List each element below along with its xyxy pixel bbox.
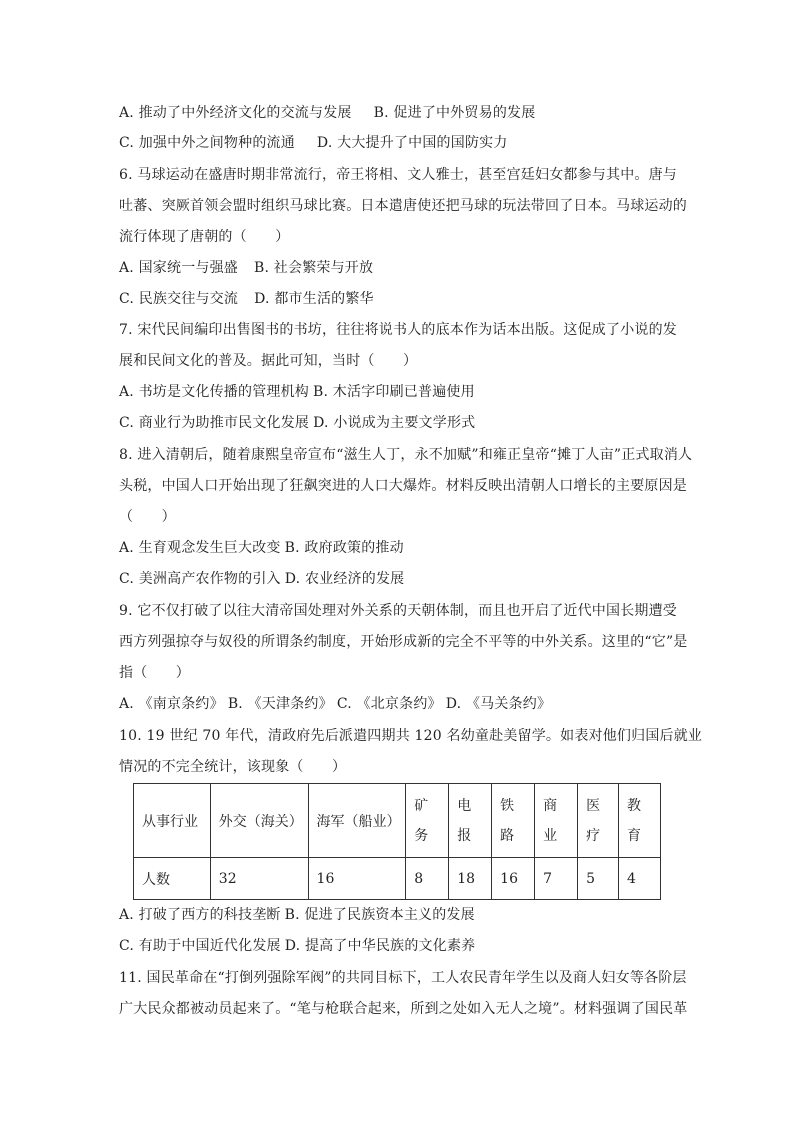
table-cell: 5 (578, 858, 619, 900)
table-row (134, 858, 661, 900)
q9-option-b: B. 《天津条约》 (227, 696, 333, 712)
q8-stem-line-1: 8. 进入清朝后，随着康熙皇帝宣布“滋生人丁，永不加赋”和雍正皇帝“摊丁人亩”正式取消人 (119, 447, 693, 463)
table-cell: 人数 (134, 858, 211, 900)
table-header-text: 矿务 (414, 797, 429, 844)
table-header-cell (535, 784, 578, 858)
q8-options-row-1 (119, 538, 404, 558)
q10-stem-line-1: 10. 19 世纪 70 年代，清政府先后派遣四期共 120 名幼童赴美留学。如表对他们归国后就业 (119, 728, 703, 744)
q7-option-a: A. 书坊是文化传播的管理机构 (119, 384, 310, 400)
table-header-text: 电报 (457, 797, 472, 844)
q8-stem-line-3: （ ） (119, 509, 176, 525)
q9-stem-line-3: 指（ ） (119, 665, 190, 681)
table-header-cell (619, 784, 661, 858)
table-cell: 18 (449, 858, 492, 900)
q5-option-a: A. 推动了中外经济文化的交流与发展 (119, 105, 352, 121)
q8-option-b: B. 政府政策的推动 (284, 540, 404, 556)
q8-options-row-2 (119, 569, 404, 589)
table-header-text: 商业 (543, 797, 558, 844)
q6-stem-line-1: 6. 马球运动在盛唐时期非常流行，帝王将相、文人雅士，甚至宫廷妇女都参与其中。唐与 (119, 167, 678, 183)
table-cell: 16 (308, 858, 406, 900)
q10-options-row-2 (119, 936, 475, 956)
q10-option-d: D. 提高了中华民族的文化素养 (284, 938, 476, 954)
table-cell: 8 (406, 858, 449, 900)
q6-option-d: D. 都市生活的繁华 (254, 291, 374, 307)
employment-table (133, 783, 661, 900)
q5-option-b: B. 促进了中外贸易的发展 (373, 105, 536, 121)
q7-stem-line-2: 展和民间文化的普及。据此可知，当时（ ） (119, 353, 418, 369)
table-header-cell (578, 784, 619, 858)
q5-option-d: D. 大大提升了中国的国防实力 (316, 135, 508, 151)
q5-option-c: C. 加强中外之间物种的流通 (119, 135, 295, 151)
q11-stem-line-1: 11. 国民革命在“打倒列强除军阀”的共同目标下，工人农民青年学生以及商人妇女等各阶层 (119, 970, 687, 986)
q9-options-row (119, 694, 551, 714)
table-header-cell: 海军（船业） (308, 784, 406, 858)
table-header-cell (492, 784, 535, 858)
q10-option-c: C. 有助于中国近代化发展 (119, 938, 281, 954)
table-header-text: 医疗 (586, 797, 601, 844)
q6-options-row-2 (119, 289, 374, 309)
q10-stem-line-2: 情况的不完全统计，该现象（ ） (119, 759, 347, 775)
q6-stem-line-2: 吐蕃、突厥首领会盟时组织马球比赛。日本遣唐使还把马球的玩法带回了日本。马球运动的 (119, 198, 687, 214)
q11-stem-line-2: 广大民众都被动员起来了。“笔与枪联合起来，所到之处如入无人之境”。材料强调了国民革 (119, 1001, 688, 1017)
table-cell: 7 (535, 858, 578, 900)
q7-stem-line-1: 7. 宋代民间编印出售图书的书坊，往往将说书人的底本作为话本出版。这促成了小说的发 (119, 322, 678, 338)
table-header-cell: 外交（海关） (210, 784, 308, 858)
table-cell: 32 (210, 858, 308, 900)
q7-option-c: C. 商业行为助推市民文化发展 (119, 415, 310, 431)
q9-stem-line-1: 9. 它不仅打破了以往大清帝国处理对外关系的天朝体制，而且也开启了近代中国长期遭受 (119, 603, 678, 619)
q10-option-a: A. 打破了西方的科技垄断 (119, 907, 281, 923)
q10-option-b: B. 促进了民族资本主义的发展 (284, 907, 475, 923)
table-cell: 4 (619, 858, 661, 900)
q5-options-row-2 (119, 133, 508, 153)
q6-option-b: B. 社会繁荣与开放 (254, 260, 374, 276)
table-header-cell (406, 784, 449, 858)
table-header-text: 铁路 (500, 797, 515, 844)
q9-option-d: D. 《马关条约》 (445, 696, 552, 712)
q9-stem-line-2: 西方列强掠夺与奴役的所谓条约制度，开始形成新的完全不平等的中外关系。这里的“它”是 (119, 634, 688, 650)
q7-options-row-1 (119, 382, 475, 402)
q6-options-row-1 (119, 258, 373, 278)
q10-options-row-1 (119, 905, 475, 925)
q7-option-d: D. 小说成为主要文学形式 (313, 415, 476, 431)
table-cell: 16 (492, 858, 535, 900)
q6-stem-line-3: 流行体现了唐朝的（ ） (119, 229, 290, 245)
table-header-cell: 从事行业 (134, 784, 211, 858)
table-header-cell (449, 784, 492, 858)
q8-option-a: A. 生育观念发生巨大改变 (119, 540, 281, 556)
table-header-row (134, 784, 661, 858)
q7-option-b: B. 木活字印刷已普遍使用 (313, 384, 475, 400)
table-header-text: 教育 (627, 797, 642, 844)
q8-option-d: D. 农业经济的发展 (284, 571, 405, 587)
q6-option-c: C. 民族交往与交流 (119, 291, 239, 307)
q9-option-a: A. 《南京条约》 (119, 696, 224, 712)
q5-options-row-1 (119, 103, 535, 123)
q8-stem-line-2: 头税，中国人口开始出现了狂飙突进的人口大爆炸。材料反映出清朝人口增长的主要原因是 (119, 478, 687, 494)
q6-option-a: A. 国家统一与强盛 (119, 260, 239, 276)
q7-options-row-2 (119, 413, 475, 433)
q9-option-c: C. 《北京条约》 (336, 696, 442, 712)
q8-option-c: C. 美洲高产农作物的引入 (119, 571, 281, 587)
